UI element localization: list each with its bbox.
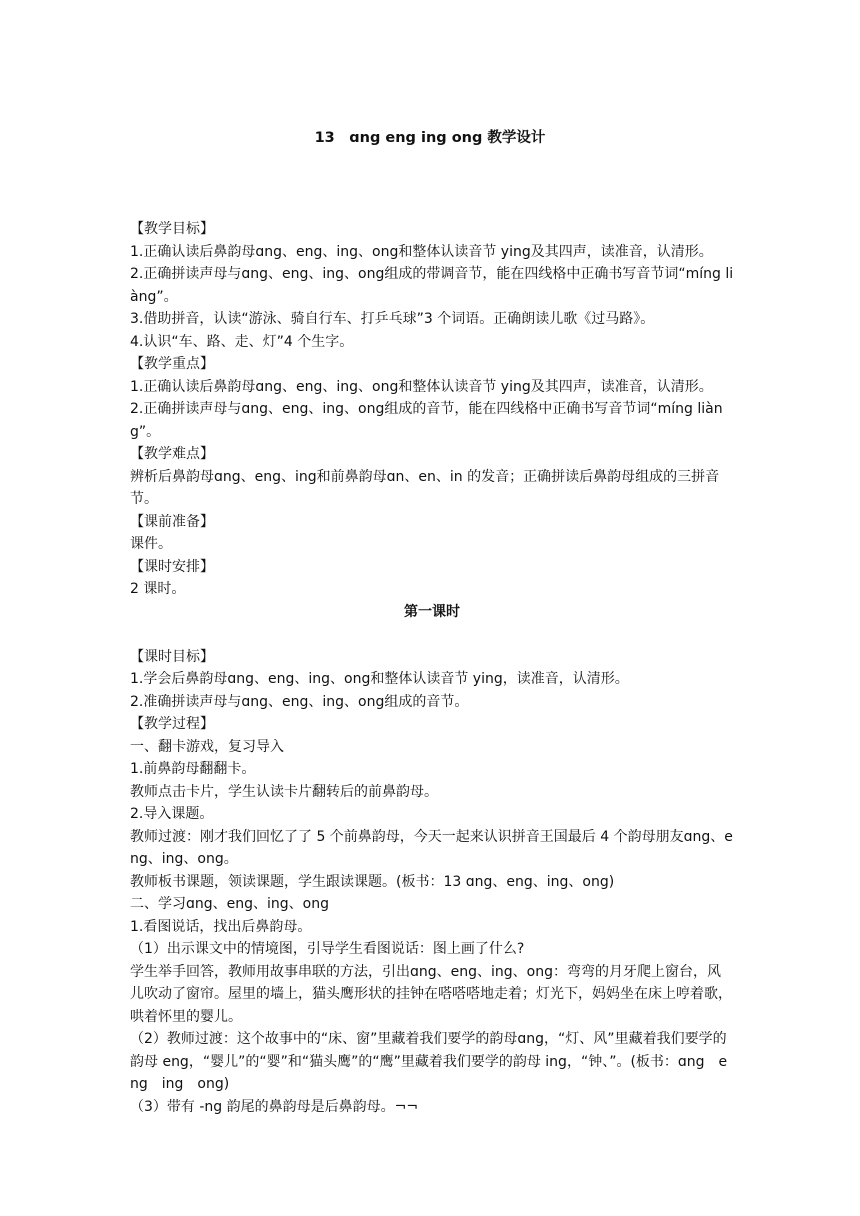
paragraph: 2.准确拼读声母与ɑng、eng、ing、ong组成的音节。 [130,693,469,710]
paragraph: （1）出示课文中的情境图，引导学生看图说话：图上画了什么? [130,941,525,957]
paragraph: 2.正确拼读声母与ɑng、eng、ing、ong组成的音节，能在四线格中正确书写音节词“míng liàng”。 [130,401,723,440]
document-title: 13 ɑng eng ing ong 教学设计 [314,130,546,146]
paragraph: 学生举手回答，教师用故事串联的方法，引出ɑng、eng、ing、ong：弯弯的月牙爬上窗台，风儿吹动了窗帘。屋里的墙上，猫头鹰形状的挂钟在嗒嗒嗒地走着；灯光下，妈妈坐在床上哼着歌，哄着怀里的婴儿。 [130,963,732,1025]
paragraph: （3）带有 -ng 韵尾的鼻韵母是后鼻韵母。¬¬ [130,1098,419,1115]
paragraph: 二、学习ɑng、eng、ing、ong [130,896,329,912]
heading-schedule: 【课时安排】 [130,558,214,575]
paragraph: 教师过渡：刚才我们回忆了了 5 个前鼻韵母，今天一起来认识拼音王国最后 4 个韵母朋友ɑng、eng、ing、ong。 [130,828,733,867]
paragraph: 1.正确认读后鼻韵母ɑng、eng、ing、ong和整体认读音节 ying及其四声，读准音，认清形。 [130,243,713,260]
lesson-heading: 第一课时 [404,603,460,620]
document-body [130,218,734,1118]
heading-teaching-goals: 【教学目标】 [130,221,214,237]
paragraph: 4.认识“车、路、走、灯”4 个生字。 [130,333,354,350]
paragraph: 1.看图说话，找出后鼻韵母。 [130,918,312,935]
heading-process: 【教学过程】 [130,716,214,732]
paragraph: 辨析后鼻韵母ɑng、eng、ing和前鼻韵母ɑn、en、in 的发音；正确拼读后鼻韵母组成的三拼音节。 [130,468,720,507]
heading-key-points: 【教学重点】 [130,356,214,372]
paragraph: 教师板书课题，领读课题，学生跟读课题。(板书：13 ɑng、eng、ing、ong) [130,873,615,890]
paragraph: 1.前鼻韵母翻翻卡。 [130,761,256,777]
paragraph: 2 课时。 [130,581,186,597]
heading-difficulties: 【教学难点】 [130,446,214,462]
paragraph: 1.正确认读后鼻韵母ɑng、eng、ing、ong和整体认读音节 ying及其四声，读准音，认清形。 [130,378,713,395]
paragraph: 2.导入课题。 [130,806,214,822]
blank-line [130,623,734,646]
paragraph: 教师点击卡片，学生认读卡片翻转后的前鼻韵母。 [130,783,438,800]
paragraph: 2.正确拼读声母与ɑng、eng、ing、ong组成的带调音节，能在四线格中正确书写音节词“míng liàng”。 [130,266,734,305]
paragraph: 课件。 [130,536,172,552]
heading-lesson-goals: 【课时目标】 [130,648,214,665]
paragraph: （2）教师过渡：这个故事中的“床、窗”里藏着我们要学的韵母ɑng，“灯、风”里藏着我们要学的韵母 eng，“婴儿”的“婴”和“猫头鹰”的“鹰”里藏着我们要学的韵母 ing，“钟、”。(板书：ɑng eng ing ong) [130,1031,728,1092]
paragraph: 一、翻卡游戏，复习导入 [130,738,284,755]
heading-preparation: 【课前准备】 [130,513,214,530]
paragraph: 1.学会后鼻韵母ɑng、eng、ing、ong和整体认读音节 ying，读准音，认清形。 [130,671,629,687]
paragraph: 3.借助拼音，认读“游泳、骑自行车、打乒乓球”3 个词语。正确朗读儿歌《过马路》。 [130,311,655,327]
